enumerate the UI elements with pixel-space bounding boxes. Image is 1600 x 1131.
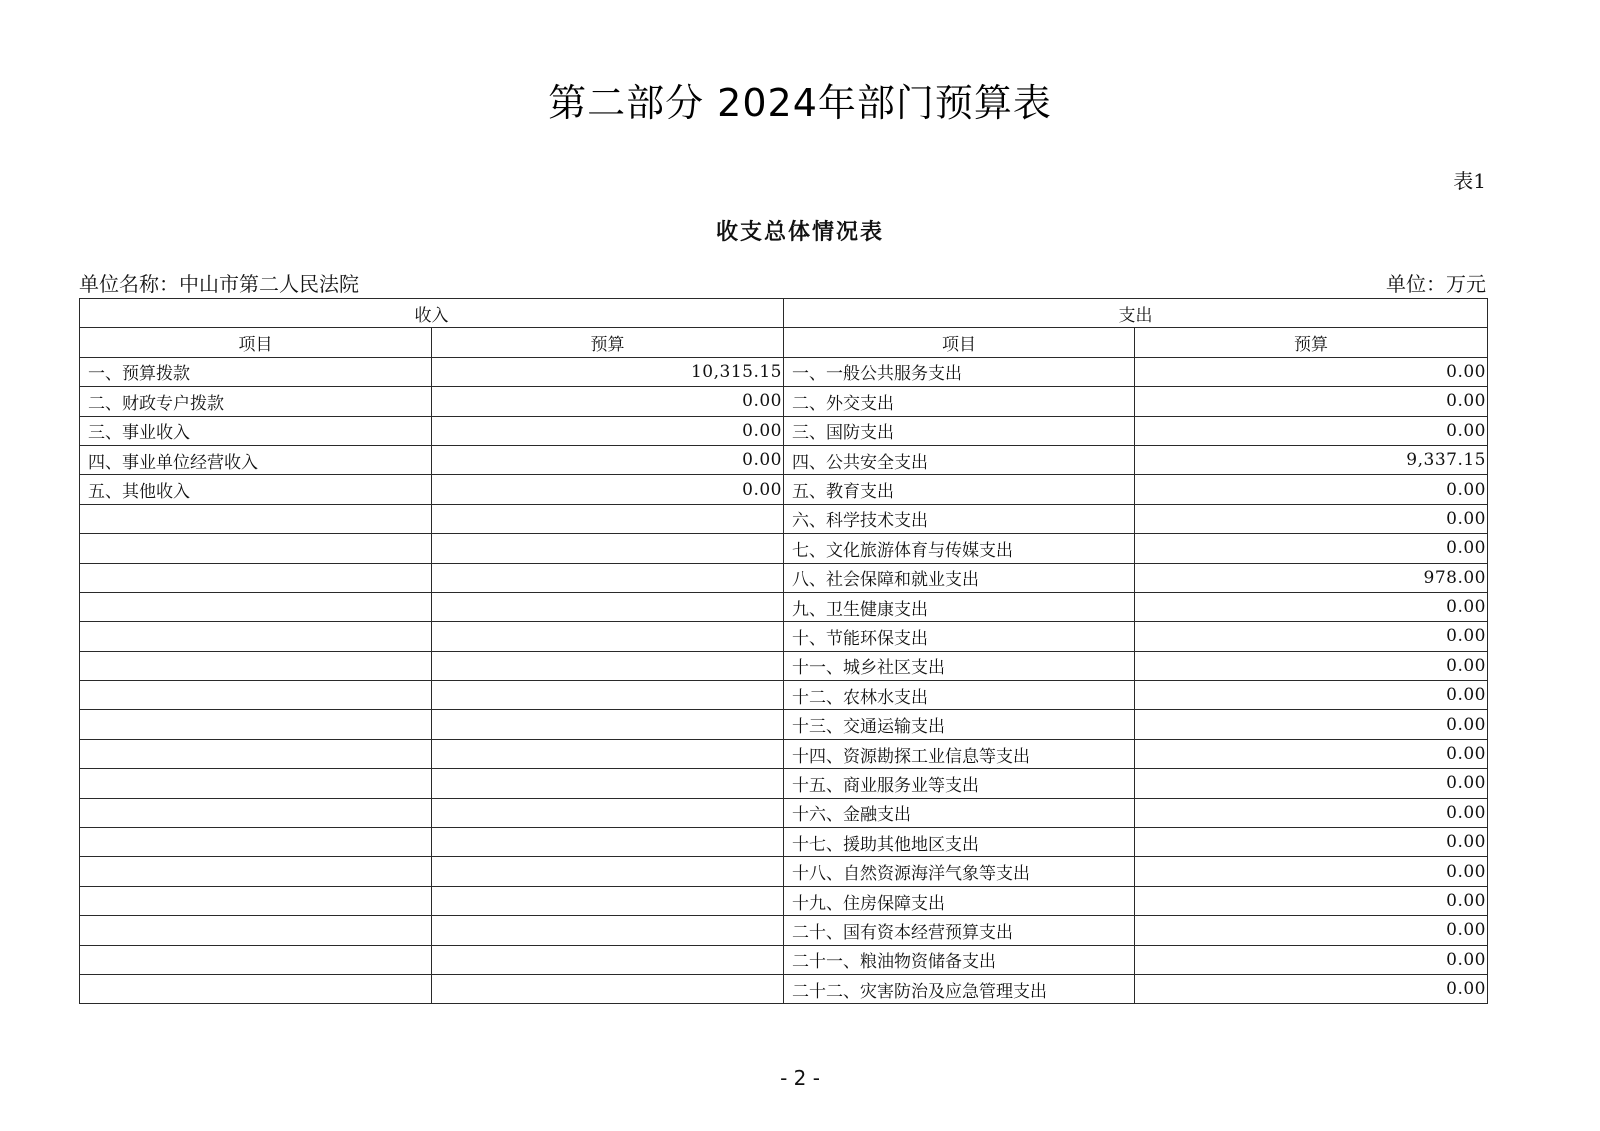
income-item-cell [80,534,432,563]
income-item-cell [80,857,432,886]
expenditure-item-cell: 六、科学技术支出 [784,504,1135,533]
expenditure-item-cell: 十四、资源勘探工业信息等支出 [784,739,1135,768]
expenditure-budget-cell: 0.00 [1135,886,1488,915]
expenditure-budget-cell: 0.00 [1135,416,1488,445]
income-item-cell: 二、财政专户拨款 [80,387,432,416]
expenditure-budget-cell: 0.00 [1135,534,1488,563]
expenditure-item-cell: 十、节能环保支出 [784,622,1135,651]
expenditure-item-cell: 三、国防支出 [784,416,1135,445]
expenditure-budget-cell: 0.00 [1135,945,1488,974]
budget-summary-table [79,298,1488,1004]
page-number: - 2 - [780,1066,820,1090]
table-row [80,916,1488,945]
income-budget-cell [432,857,784,886]
expenditure-budget-cell: 0.00 [1135,357,1488,386]
expenditure-item-cell: 七、文化旅游体育与传媒支出 [784,534,1135,563]
income-item-cell [80,739,432,768]
table-row [80,534,1488,563]
income-item-cell: 一、预算拨款 [80,357,432,386]
income-budget-cell [432,886,784,915]
income-item-cell [80,681,432,710]
column-header-row [80,328,1488,357]
table-row [80,416,1488,445]
table-row [80,945,1488,974]
table-row [80,769,1488,798]
income-budget-cell [432,681,784,710]
expenditure-item-cell: 十三、交通运输支出 [784,710,1135,739]
unit-measure: 单位：万元 [1386,272,1486,296]
income-item-cell: 五、其他收入 [80,475,432,504]
table-row [80,681,1488,710]
table-body [80,357,1488,1004]
income-budget-cell [432,710,784,739]
expenditure-item-header: 项目 [784,328,1135,357]
expenditure-budget-cell: 0.00 [1135,828,1488,857]
expenditure-budget-cell: 0.00 [1135,681,1488,710]
expenditure-budget-cell: 0.00 [1135,504,1488,533]
table-row [80,828,1488,857]
table-row [80,622,1488,651]
expenditure-item-cell: 十五、商业服务业等支出 [784,769,1135,798]
income-item-cell [80,769,432,798]
expenditure-budget-cell: 0.00 [1135,651,1488,680]
income-budget-cell [432,592,784,621]
expenditure-budget-cell: 0.00 [1135,622,1488,651]
income-budget-cell: 0.00 [432,416,784,445]
income-item-cell [80,622,432,651]
expenditure-item-cell: 十七、援助其他地区支出 [784,828,1135,857]
expenditure-budget-cell: 9,337.15 [1135,445,1488,474]
table-row [80,357,1488,386]
income-budget-cell [432,534,784,563]
expenditure-item-cell: 二十一、粮油物资储备支出 [784,945,1135,974]
table-row [80,798,1488,827]
expenditure-budget-cell: 978.00 [1135,563,1488,592]
income-item-cell [80,504,432,533]
expenditure-item-cell: 五、教育支出 [784,475,1135,504]
page-title: 第二部分 2024年部门预算表 [548,81,1052,125]
income-budget-cell [432,739,784,768]
income-item-cell [80,916,432,945]
income-budget-header: 预算 [432,328,784,357]
income-budget-cell [432,945,784,974]
expenditure-budget-cell: 0.00 [1135,857,1488,886]
income-budget-cell [432,563,784,592]
income-item-cell [80,828,432,857]
income-budget-cell [432,504,784,533]
expenditure-item-cell: 十二、农林水支出 [784,681,1135,710]
expenditure-item-cell: 二、外交支出 [784,387,1135,416]
income-budget-cell: 0.00 [432,445,784,474]
expenditure-budget-cell: 0.00 [1135,475,1488,504]
table-row [80,857,1488,886]
expenditure-item-cell: 九、卫生健康支出 [784,592,1135,621]
income-item-header: 项目 [80,328,432,357]
income-item-cell [80,710,432,739]
income-item-cell [80,974,432,1003]
expenditure-budget-cell: 0.00 [1135,387,1488,416]
income-budget-cell [432,974,784,1003]
expenditure-item-cell: 一、一般公共服务支出 [784,357,1135,386]
expenditure-item-cell: 四、公共安全支出 [784,445,1135,474]
expenditure-item-cell: 十六、金融支出 [784,798,1135,827]
expenditure-budget-header: 预算 [1135,328,1488,357]
expenditure-item-cell: 二十、国有资本经营预算支出 [784,916,1135,945]
income-budget-cell: 0.00 [432,387,784,416]
expenditure-budget-cell: 0.00 [1135,798,1488,827]
income-group-header: 收入 [80,299,784,328]
table-row [80,387,1488,416]
table-row [80,886,1488,915]
expenditure-group-header: 支出 [784,299,1488,328]
expenditure-item-cell: 八、社会保障和就业支出 [784,563,1135,592]
income-budget-cell [432,798,784,827]
income-item-cell [80,563,432,592]
income-budget-cell [432,916,784,945]
table-row [80,974,1488,1003]
income-budget-cell [432,769,784,798]
income-item-cell [80,798,432,827]
table-number: 表1 [1453,169,1486,193]
income-budget-cell: 0.00 [432,475,784,504]
expenditure-budget-cell: 0.00 [1135,739,1488,768]
table-row [80,592,1488,621]
income-item-cell: 四、事业单位经营收入 [80,445,432,474]
table-row [80,475,1488,504]
expenditure-item-cell: 十九、住房保障支出 [784,886,1135,915]
table-row [80,563,1488,592]
income-budget-cell [432,828,784,857]
expenditure-budget-cell: 0.00 [1135,974,1488,1003]
expenditure-budget-cell: 0.00 [1135,592,1488,621]
income-budget-cell [432,651,784,680]
expenditure-item-cell: 十八、自然资源海洋气象等支出 [784,857,1135,886]
expenditure-item-cell: 十一、城乡社区支出 [784,651,1135,680]
group-header-row [80,299,1488,328]
expenditure-budget-cell: 0.00 [1135,710,1488,739]
expenditure-budget-cell: 0.00 [1135,916,1488,945]
income-item-cell [80,592,432,621]
income-item-cell [80,886,432,915]
table-row [80,739,1488,768]
table-row [80,504,1488,533]
income-item-cell: 三、事业收入 [80,416,432,445]
income-item-cell [80,945,432,974]
expenditure-budget-cell: 0.00 [1135,769,1488,798]
income-item-cell [80,651,432,680]
table-title: 收支总体情况表 [715,219,884,245]
income-budget-cell [432,622,784,651]
table-row [80,710,1488,739]
unit-name: 单位名称：中山市第二人民法院 [79,272,359,296]
table-row [80,651,1488,680]
income-budget-cell: 10,315.15 [432,357,784,386]
table-row [80,445,1488,474]
expenditure-item-cell: 二十二、灾害防治及应急管理支出 [784,974,1135,1003]
